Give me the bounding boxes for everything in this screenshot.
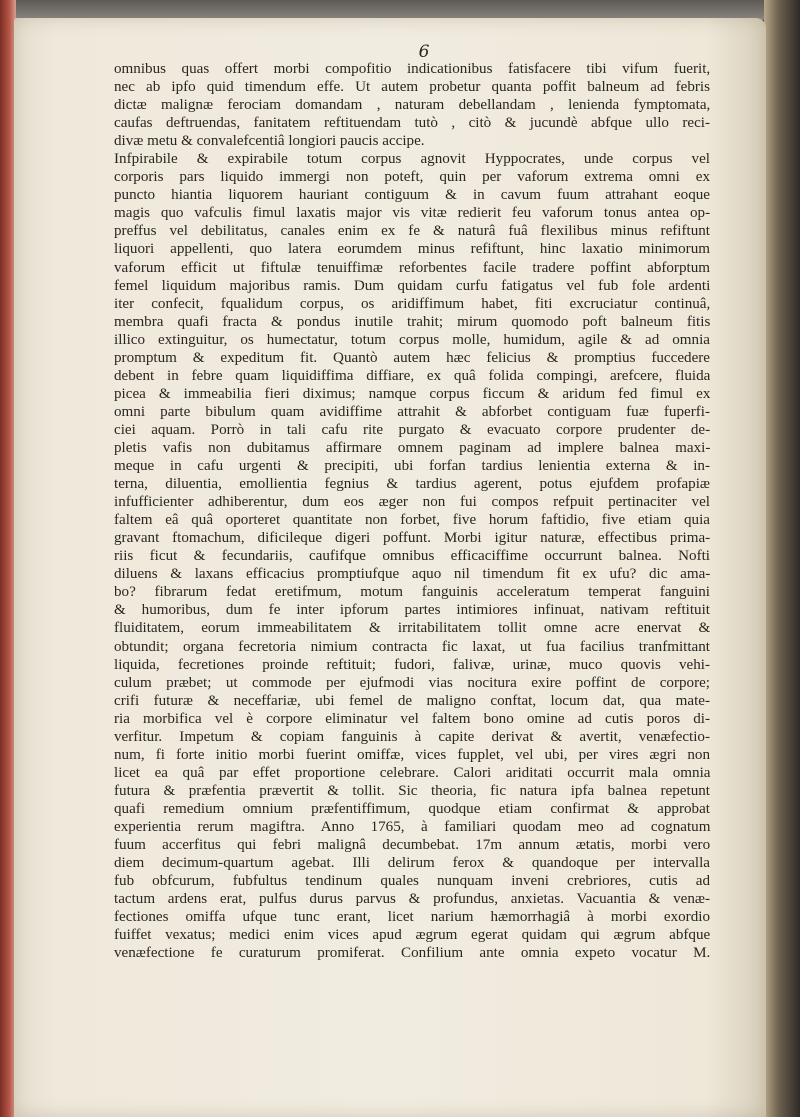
text-line: fuiffet vexatus; medici enim vices apud ægrum egerat quidam qui ægrum abfque [114,927,711,944]
text-line: venæfectione fe curaturum promiferat. Confilium ante omnia expeto vocatur M. [114,945,711,962]
text-line: corporis pars liquido immergi non poteft, quin per vaforum extrema omni ex [114,169,710,186]
text-line: fectiones omiffa ufque tunc erant, licet narium hæmorrhagiâ à morbi exordio [114,909,710,926]
book-cover-right [764,0,800,1117]
text-line: omnibus quas offert morbi compofitio indicationibus fatisfacere tibi vifum fuerit, [114,61,711,77]
text-line: diluens & laxans efficacius promptiufque aquo nil timendum fit ex ufu? dic ama- [114,566,711,583]
text-line: picea & immeabilia fieri diximus; namque corpus ficcum & aridum fed fimul ex [114,385,711,402]
text-line: futura & præfentia prævertit & tollit. Sic theoria, fic natura ipfa balnea repetunt [114,782,710,799]
text-line: obtundit; organa fecretoria nimium contracta fic laxat, ut fua facilius tranfmittant [114,638,710,655]
text-line: num, fi forte initio morbi fuerint omiffæ, vices fupplet, vel ubi, per vires ægri non [114,746,710,763]
text-line: infufficienter adhiberentur, dum eos æger non fui compos refpuit pertinaciter vel [114,494,710,511]
text-line: debent in febre quam liquidiffima diffiare, ex quâ folida compingi, arefcere, fluida [114,367,711,384]
text-line: iter confecit, fqualidum corpus, os aridiffimum habet, fiti excruciatur continuâ, [114,295,711,312]
text-line: meque in cafu urgenti & precipiti, ubi forfan tardius lenientia externa & in- [114,458,710,475]
text-line: fluiditatem, eorum immeabilitatem & irritabilitatem tollit omne acre enervat & [114,620,711,637]
text-line: magis quo vafculis fimul laxatis major vis vitæ redierit feu vaforum tonus antea op- [114,205,711,222]
text-line: fub obfcurum, fubfultus tendinum quales nunquam inveni crebriores, cutis ad [114,873,710,890]
text-line: culum præbet; ut commode per ejufmodi vias nocitura exire poffint de corpore; [114,674,710,691]
text-line: ria morbifica vel è corpore eliminatur vel faltem bono omine ad cutis poros di- [114,710,710,727]
text-line: gravant ftomachum, dificileque digeri poffunt. Morbi igitur naturæ, effectibus prima- [114,530,711,547]
text-line: quafi remedium omnium præfentiffimum, quodque etiam confirmat & approbat [114,800,710,817]
page-number: 6 [418,42,430,62]
text-line: riis ficut & fecundariis, caufifque omnibus efficaciffime occurrunt balnea. Nofti [114,548,710,565]
text-line: promptum & expeditum fit. Quantò autem hæc felicius & promptius fuccedere [114,349,710,366]
text-line: vaforum efficit ut fiftulæ tenuiffimæ reforbentes facile tradere poffint abforptum [114,259,710,276]
text-line: terna, diluentia, emollientia fegnius & tardius agerent, potus ejufdem profapiæ [114,476,710,493]
paper-page [14,18,766,1117]
text-line: liquida, fecretiones proinde reftituit; fudori, falivæ, urinæ, muco quovis vehi- [114,656,710,673]
text-line: tactum ardens erat, pulfus durus parvus & profundus, anxietas. Vacuantia & venæ- [114,891,710,908]
body-text [114,60,710,962]
text-line: pletis vafis non dubitamus affirmare omnem paginam ad implere balnea maxi- [114,439,711,456]
page-edge-top [0,0,800,20]
text-line: Infpirabile & expirabile totum corpus agnovit Hyppocrates, unde corpus vel [114,151,710,168]
text-line: femel liquidum majoribus ramis. Dum quidam curfu fatigatus vel fub fole ardenti [114,277,711,294]
text-line: illico extinguitur, os humectatur, totum corpus molle, humidum, agile & ad omnia [114,331,710,348]
text-line: verfitur. Impetum & copiam fanguinis à capite derivat & avertit, venæfectio- [114,728,710,745]
text-line: crifi futuræ & neceffariæ, ubi femel de maligno conftat, locum dat, qua mate- [114,692,710,709]
text-line: omni parte bibulum quam avidiffime attrahit & abforbet contiguam fuæ fuperfi- [114,403,710,420]
text-line: puncto hiantia liquorem hauriant contiguum & in cavum fuum attrahant eoque [114,187,710,204]
text-line: fuum accerfitus qui febri malignâ decumbebat. 17m annum ætatis, morbi vero [114,837,711,854]
text-line: diem decimum-quartum agebat. Illi delirum ferox & quandoque per intervalla [114,855,710,872]
text-line: dictæ malignæ ferociam domandam , naturam debellandam , lenienda fymptomata, [114,97,711,114]
text-line: experientia rerum magiftra. Anno 1765, à familiari quodam meo ad cognatum [114,818,711,835]
text-line: bo? fibrarum fedat eretifmum, motum fanguinis acceleratum temperat fanguini [114,584,710,601]
text-line: divæ metu & convalefcentiâ longiori paucis accipe. [114,133,425,150]
text-line: ciei aquam. Porrò in tali cafu rite purgato & evacuato corpore prudenter de- [114,421,711,438]
text-line: liquori appellenti, quo latera eorumdem minus refiftunt, hinc laxatio minimorum [114,241,710,258]
text-line: licet ea quâ par effet proportione celebrare. Calori ariditati occurrit mala omnia [114,764,711,781]
text-line: faltem eâ quâ oporteret quantitate non forbet, five horum faftidio, five etiam quia [114,512,710,529]
text-line: membra quafi fracta & pondus inutile trahit; mirum quomodo poft balneum fitis [114,313,711,330]
text-line: & humoribus, dum fe inter ipforum partes intimiores infinuat, nativam reftituit [114,602,710,619]
text-line: nec ab ipfo quid timendum effe. Ut autem probetur quanta poffit balneum ad febris [114,79,710,96]
text-line: preffus vel debilitatus, canales enim ex fe & naturâ fuâ flexilibus minus refiftunt [114,223,710,240]
text-line: caufas deftruendas, fanitatem reftituendam tutò , citò & jucundè abfque ullo reci- [114,115,710,132]
